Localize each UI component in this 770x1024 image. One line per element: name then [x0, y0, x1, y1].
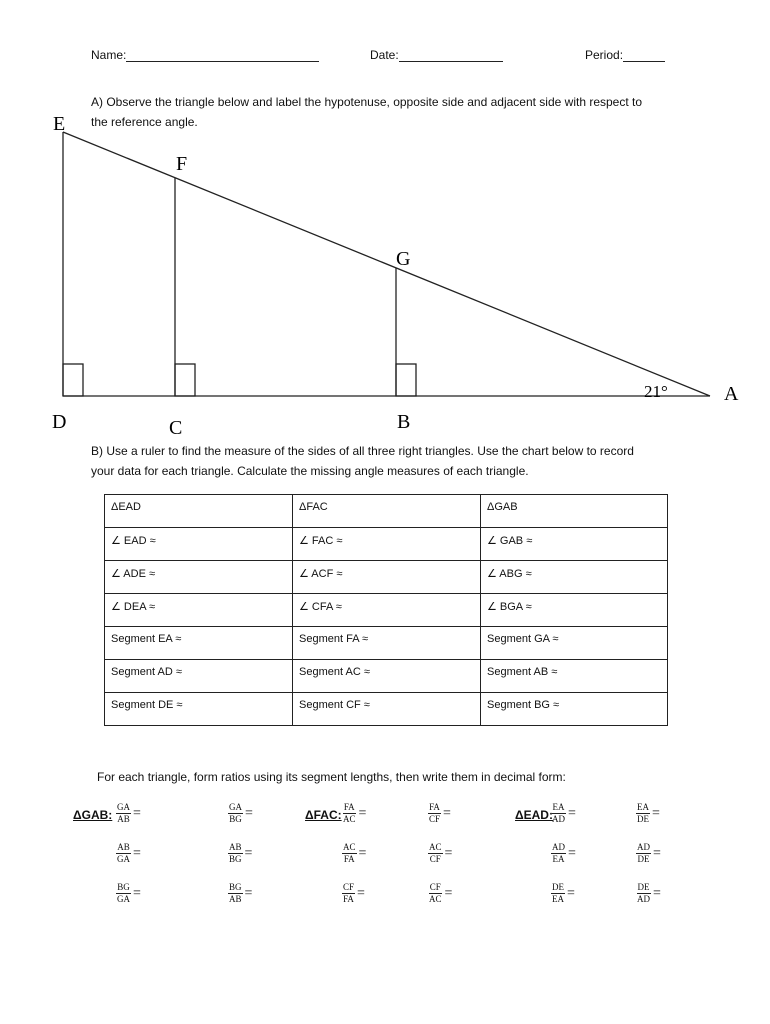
hypotenuse-line — [63, 132, 710, 396]
part-a-line-2: the reference angle. — [91, 115, 198, 129]
table-row — [105, 561, 668, 594]
fraction-numerator: BG — [229, 882, 242, 892]
fraction-numerator: FA — [343, 802, 355, 812]
fraction-denominator: AD — [552, 814, 565, 824]
part-b-line-2: your data for each triangle. Calculate the missing angle measures of each triangle. — [91, 464, 529, 478]
ratio-fraction[interactable] — [428, 802, 451, 825]
date-label: Date: — [370, 48, 399, 62]
fraction-denominator: CF — [429, 814, 441, 824]
fraction — [428, 802, 441, 825]
ratio-fraction[interactable] — [636, 842, 661, 865]
ratio-fraction[interactable] — [428, 882, 452, 905]
fraction-denominator: GA — [117, 854, 130, 864]
equals-sign: = — [358, 845, 367, 861]
ratio-fraction[interactable] — [551, 842, 576, 865]
equals-sign: = — [444, 885, 453, 901]
equals-sign: = — [653, 845, 661, 861]
table-cell[interactable]: Segment FA ≈ — [293, 627, 481, 660]
fraction-denominator: EA — [552, 854, 565, 864]
table-cell[interactable]: ∠ ACF ≈ — [293, 561, 481, 594]
fraction-numerator: AB — [117, 842, 130, 852]
table-cell[interactable]: Segment AD ≈ — [105, 660, 293, 693]
right-angle-c — [175, 364, 195, 396]
fraction-denominator: FA — [343, 854, 355, 864]
vertex-f: F — [176, 153, 188, 175]
equals-sign: = — [567, 885, 575, 901]
vertex-d: D — [52, 411, 67, 433]
table-cell[interactable]: ΔFAC — [293, 495, 481, 528]
vertex-c: C — [169, 417, 183, 439]
equals-sign: = — [444, 845, 453, 861]
ratio-fraction[interactable] — [342, 882, 365, 905]
vertex-g: G — [396, 248, 411, 270]
fraction-denominator: AC — [429, 894, 442, 904]
fraction-numerator: AC — [343, 842, 356, 852]
fraction-denominator: CF — [429, 854, 441, 864]
fraction-numerator: AD — [552, 842, 565, 852]
table-cell[interactable]: ΔEAD — [105, 495, 293, 528]
fraction — [116, 882, 131, 905]
fraction-denominator: BG — [229, 854, 242, 864]
vertex-e: E — [53, 113, 66, 135]
table-row — [105, 693, 668, 726]
fraction-denominator: DE — [637, 814, 649, 824]
ratio-fraction[interactable] — [428, 842, 452, 865]
fraction-numerator: EA — [637, 802, 649, 812]
fraction — [551, 882, 565, 905]
table-cell[interactable]: Segment GA ≈ — [481, 627, 668, 660]
equals-sign: = — [244, 845, 253, 861]
fraction — [228, 802, 243, 825]
table-cell[interactable]: Segment CF ≈ — [293, 693, 481, 726]
part-b-line-1: B) Use a ruler to find the measure of the sides of all three right triangles. Use the chart below to record — [91, 444, 634, 458]
ratio-fraction[interactable] — [116, 882, 141, 905]
ratio-fraction[interactable] — [636, 802, 660, 825]
fraction-numerator: AC — [429, 842, 442, 852]
fraction — [551, 842, 566, 865]
fraction-numerator: GA — [229, 802, 242, 812]
table-cell[interactable]: ΔGAB — [481, 495, 668, 528]
equals-sign: = — [358, 805, 367, 821]
equals-sign: = — [133, 885, 141, 901]
table-cell[interactable]: Segment AC ≈ — [293, 660, 481, 693]
fraction — [228, 842, 243, 865]
fraction-denominator: AB — [229, 894, 242, 904]
group-label-gab: ΔGAB: — [73, 808, 113, 822]
fraction-numerator: FA — [429, 802, 440, 812]
ratio-fraction[interactable] — [551, 882, 575, 905]
equals-sign: = — [653, 885, 661, 901]
ratio-instructions: For each triangle, form ratios using its segment lengths, then write them in decimal form: — [97, 770, 566, 784]
fraction-denominator: FA — [343, 894, 354, 904]
fraction — [342, 882, 355, 905]
ratio-fraction[interactable] — [228, 802, 253, 825]
table-cell[interactable]: Segment DE ≈ — [105, 693, 293, 726]
ratio-fraction[interactable] — [228, 842, 252, 865]
table-cell[interactable]: Segment BG ≈ — [481, 693, 668, 726]
fraction-denominator: GA — [117, 894, 130, 904]
group-label-fac: ΔFAC: — [305, 808, 342, 822]
right-angle-d — [63, 364, 83, 396]
fraction-numerator: AD — [637, 842, 650, 852]
equals-sign: = — [568, 805, 576, 821]
fraction-numerator: GA — [117, 802, 130, 812]
ratio-fraction[interactable] — [116, 842, 141, 865]
table-row — [105, 594, 668, 627]
fraction-numerator: DE — [637, 882, 650, 892]
ratio-fraction[interactable] — [636, 882, 661, 905]
fraction — [428, 882, 443, 905]
table-cell[interactable]: Segment EA ≈ — [105, 627, 293, 660]
fraction — [428, 842, 443, 865]
fraction — [342, 842, 357, 865]
fraction — [636, 882, 651, 905]
ratio-fraction[interactable] — [342, 802, 366, 825]
fraction-denominator: AB — [117, 814, 130, 824]
fraction — [116, 842, 131, 865]
ratio-fraction[interactable] — [228, 882, 252, 905]
reference-angle-label: 21° — [644, 382, 668, 401]
part-a-line-1: A) Observe the triangle below and label the hypotenuse, opposite side and adjacent side with respect to — [91, 95, 643, 109]
table-row — [105, 660, 668, 693]
table-row — [105, 627, 668, 660]
table-cell[interactable]: ∠ FAC ≈ — [293, 528, 481, 561]
fraction — [636, 802, 650, 825]
measurement-table — [104, 494, 668, 726]
part-b-instructions — [91, 441, 691, 481]
vertex-a: A — [724, 383, 739, 405]
fraction — [342, 802, 357, 825]
fraction — [228, 882, 243, 905]
fraction-numerator: DE — [552, 882, 564, 892]
fraction-denominator: BG — [229, 814, 242, 824]
equals-sign: = — [244, 885, 253, 901]
period-label: Period: — [585, 48, 624, 62]
table-cell[interactable]: ∠ BGA ≈ — [481, 594, 668, 627]
fraction-numerator: CF — [429, 882, 441, 892]
fraction — [551, 802, 566, 825]
equals-sign: = — [652, 805, 660, 821]
fraction-numerator: CF — [343, 882, 355, 892]
equals-sign: = — [133, 845, 141, 861]
table-row — [105, 528, 668, 561]
vertex-b: B — [397, 411, 411, 433]
table-cell[interactable]: ∠ EAD ≈ — [105, 528, 293, 561]
ratio-fraction[interactable] — [342, 842, 366, 865]
fraction-denominator: EA — [552, 894, 564, 904]
table-cell[interactable]: ∠ ABG ≈ — [481, 561, 668, 594]
equals-sign: = — [357, 885, 365, 901]
equals-sign: = — [443, 805, 451, 821]
equals-sign: = — [133, 805, 141, 821]
table-cell[interactable]: ∠ GAB ≈ — [481, 528, 668, 561]
fraction — [116, 802, 131, 825]
fraction-denominator: AC — [343, 814, 356, 824]
fraction-denominator: DE — [637, 854, 650, 864]
fraction-denominator: AD — [637, 894, 650, 904]
fraction-numerator: BG — [117, 882, 130, 892]
fraction-numerator: AB — [229, 842, 242, 852]
table-cell[interactable]: ∠ DEA ≈ — [105, 594, 293, 627]
table-cell[interactable]: ∠ ADE ≈ — [105, 561, 293, 594]
table-cell[interactable]: ∠ CFA ≈ — [293, 594, 481, 627]
group-label-ead: ΔEAD: — [515, 808, 553, 822]
table-cell[interactable]: Segment AB ≈ — [481, 660, 668, 693]
table-row — [105, 495, 668, 528]
name-label: Name: — [91, 48, 127, 62]
fraction — [636, 842, 651, 865]
equals-sign: = — [568, 845, 576, 861]
ratio-fraction[interactable] — [116, 802, 141, 825]
ratio-fraction[interactable] — [551, 802, 576, 825]
equals-sign: = — [245, 805, 253, 821]
right-angle-b — [396, 364, 416, 396]
fraction-numerator: EA — [552, 802, 565, 812]
